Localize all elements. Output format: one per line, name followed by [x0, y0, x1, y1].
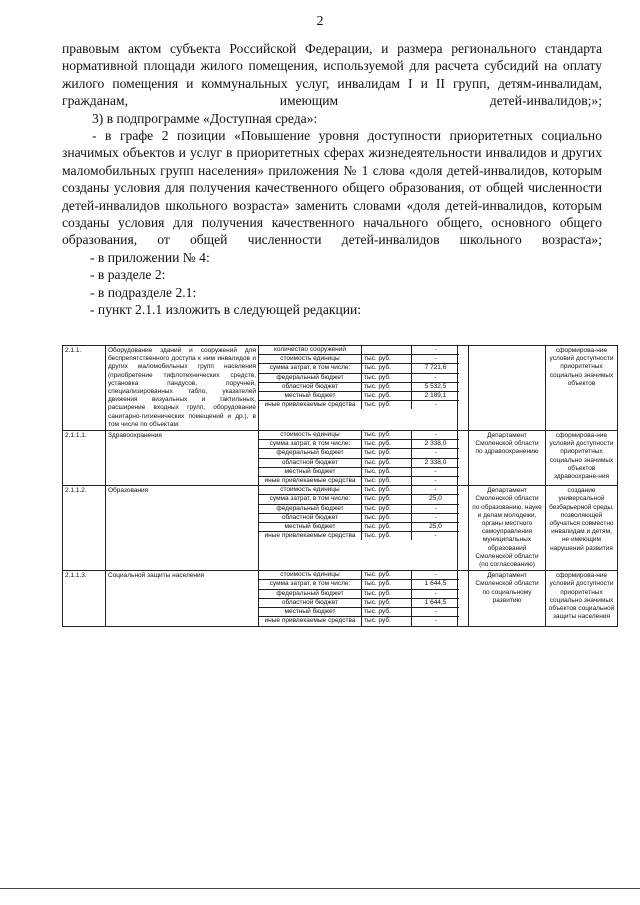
indicator-value: -	[412, 617, 460, 626]
indicator-label: федеральный бюджет	[276, 373, 344, 381]
indicator-row	[259, 571, 459, 580]
indicator-value: -	[412, 467, 460, 476]
row-number: 2.1.1.	[63, 346, 106, 431]
paragraph-6: - в подразделе 2.1:	[90, 284, 197, 300]
table-row	[63, 346, 618, 431]
indicator-unit: тыс. руб.	[362, 486, 412, 495]
indicator-row	[259, 608, 459, 617]
indicator-row	[259, 513, 459, 522]
indicator-value: -	[412, 346, 460, 355]
indicator-label: местный бюджет	[284, 392, 336, 400]
indicator-row	[259, 364, 459, 373]
indicator-row	[259, 355, 459, 364]
indicator-unit: тыс. руб.	[362, 504, 412, 513]
indicator-row	[259, 495, 459, 504]
indicator-row	[259, 431, 459, 440]
indicator-label: местный бюджет	[284, 608, 336, 616]
indicator-row	[259, 467, 459, 476]
indicator-value: 25,0	[412, 523, 460, 532]
executor	[469, 346, 546, 431]
indicator-row	[259, 486, 459, 495]
executor: Департамент Смоленской области по образованию, науке и делам молодежи, органы местного самоуправления муниципальных образований Смоленской области (по согласованию)	[469, 486, 546, 571]
indicator-row	[259, 580, 459, 589]
indicator-label: стоимость единицы	[280, 571, 340, 579]
empty-cell	[458, 431, 469, 486]
paragraph-2: 3) в подпрограмме «Доступная среда»:	[92, 110, 318, 126]
indicator-row	[259, 373, 459, 382]
indicator-row	[259, 401, 459, 410]
indicators-cell	[259, 486, 458, 571]
indicators-cell	[259, 346, 458, 431]
indicator-row	[259, 523, 459, 532]
paragraph-1: правовым актом субъекта Российской Федерации, и размера регионального стандарта нормативной площади жилого помещения, используемой для расчета субсидий на оплату жилого помещения и коммунальных услуг, инвалидам I и II групп, детям-инвалидам, гражданам, имеющим детей-инвалидов;»;	[62, 41, 602, 109]
indicator-row	[259, 477, 459, 486]
executor: Департамент Смоленской области по здравоохранению	[469, 431, 546, 486]
table-row	[63, 571, 618, 626]
indicator-label: областной бюджет	[281, 458, 339, 466]
indicator-row	[259, 346, 459, 355]
indicator-label: сумма затрат, в том числе:	[269, 495, 351, 503]
indicator-row	[259, 617, 459, 626]
indicator-value: -	[412, 504, 460, 513]
expected-result: сформирова-ние условий доступности приоритетных социально значимых объектов социальной защиты населения	[546, 571, 618, 626]
indicator-unit: тыс. руб.	[362, 401, 412, 410]
indicator-unit: тыс. руб.	[362, 532, 412, 541]
indicators-table	[259, 571, 459, 625]
indicator-value: -	[412, 355, 460, 364]
measure-name: Образования	[106, 486, 259, 571]
paragraph-3: - в графе 2 позиции «Повышение уровня доступности приоритетных социально значимых объектов и услуг в приоритетных сферах жизнедеятельности инвалидов и других маломобильных групп населения» приложения № 1 слова «доля детей-инвалидов, которым созданы условия для получения качественного общего образования, от общей численности детей-инвалидов школьного возраста» заменить словами «доля детей-инвалидов, которым созданы условия для получения качественного начального общего, основного общего образования, от общей численности детей-инвалидов школьного возраста»;	[62, 128, 602, 248]
indicator-unit: тыс. руб.	[362, 373, 412, 382]
paragraph-4: - в приложении № 4:	[90, 249, 210, 265]
indicator-value: -	[412, 589, 460, 598]
indicator-label: стоимость единицы	[280, 486, 340, 494]
row-number: 2.1.1.3.	[63, 571, 106, 626]
measure-name: Оборудование зданий и сооружений для беспрепятственного доступа к ним инвалидов и других маломобильных групп населения (приобретение тифлотехнических средств, установка пандусов, поручней, специализированных табло, указателей движения визуальных и тактильных, расширение входных групп, оборудование санитарно-гигиенических помещений и др.), в том числе по объектам:	[106, 346, 259, 431]
expected-result: сформирова-ние условий доступности приоритетных социально значимых объектов	[546, 346, 618, 431]
indicator-label: местный бюджет	[284, 523, 336, 531]
indicator-value: -	[412, 571, 460, 580]
indicator-label: иные привлекаемые средства	[264, 401, 356, 409]
indicator-label: федеральный бюджет	[276, 504, 344, 512]
indicator-unit: тыс. руб.	[362, 458, 412, 467]
indicator-value: 2 338,0	[412, 440, 460, 449]
indicator-value: -	[412, 431, 460, 440]
indicator-label: федеральный бюджет	[276, 449, 344, 457]
empty-cell	[458, 346, 469, 431]
indicator-label: областной бюджет	[281, 513, 339, 521]
row-number: 2.1.1.2.	[63, 486, 106, 571]
indicator-label: стоимость единицы	[280, 355, 340, 363]
indicator-value: 1 644,5	[412, 580, 460, 589]
indicator-unit: тыс. руб.	[362, 467, 412, 476]
indicator-unit: тыс. руб.	[362, 598, 412, 607]
paragraph-7: - пункт 2.1.1 изложить в следующей редакции:	[90, 302, 362, 318]
indicator-unit: тыс. руб.	[362, 392, 412, 401]
table-row	[63, 486, 618, 571]
indicator-label: федеральный бюджет	[276, 589, 344, 597]
indicator-label: областной бюджет	[281, 382, 339, 390]
indicator-label: количество сооружений	[273, 346, 347, 353]
indicator-unit: тыс. руб.	[362, 589, 412, 598]
indicator-unit: тыс. руб.	[362, 382, 412, 391]
indicator-label: областной бюджет	[281, 598, 339, 606]
indicator-label: местный бюджет	[284, 467, 336, 475]
indicator-value: -	[412, 513, 460, 522]
indicator-unit: тыс. руб.	[362, 355, 412, 364]
paragraph-5: - в разделе 2:	[90, 267, 166, 283]
row-number: 2.1.1.1.	[63, 431, 106, 486]
expected-result: создание универсальной безбарьерной среды, позволяющей обучаться совместно инвалидам и детям, не имеющим нарушений развития	[546, 486, 618, 571]
indicators-table	[259, 346, 459, 409]
indicator-unit: тыс. руб.	[362, 571, 412, 580]
empty-cell	[458, 571, 469, 626]
indicator-unit: тыс. руб.	[362, 513, 412, 522]
indicator-unit	[362, 346, 412, 355]
indicator-value: 2 189,1	[412, 392, 460, 401]
table-row	[63, 431, 618, 486]
page-number: 2	[316, 14, 324, 29]
indicators-table	[259, 486, 459, 540]
indicator-unit: тыс. руб.	[362, 431, 412, 440]
indicator-row	[259, 449, 459, 458]
indicator-unit: тыс. руб.	[362, 608, 412, 617]
expected-result: сформирова-ние условий доступности приоритетных социально значимых объектов здравоохране-ния	[546, 431, 618, 486]
indicator-unit: тыс. руб.	[362, 440, 412, 449]
indicator-value: -	[412, 449, 460, 458]
indicator-value: 5 532,5	[412, 382, 460, 391]
page-bottom-divider	[0, 888, 640, 889]
indicator-value: -	[412, 477, 460, 486]
indicator-label: сумма затрат, в том числе:	[269, 580, 351, 588]
indicator-unit: тыс. руб.	[362, 523, 412, 532]
indicator-value: -	[412, 486, 460, 495]
indicator-unit: тыс. руб.	[362, 449, 412, 458]
body-text	[62, 40, 602, 319]
indicator-value: -	[412, 401, 460, 410]
indicator-label: иные привлекаемые средства	[264, 532, 356, 540]
indicator-value: 2 338,0	[412, 458, 460, 467]
indicator-value: 1 644,5	[412, 598, 460, 607]
executor: Департамент Смоленской области по социальному развитию	[469, 571, 546, 626]
indicator-label: иные привлекаемые средства	[264, 617, 356, 625]
indicator-row	[259, 504, 459, 513]
indicator-row	[259, 392, 459, 401]
indicator-value: 25,0	[412, 495, 460, 504]
indicator-row	[259, 382, 459, 391]
indicator-value: 7 721,6	[412, 364, 460, 373]
indicator-value: -	[412, 373, 460, 382]
indicator-unit: тыс. руб.	[362, 364, 412, 373]
indicator-unit: тыс. руб.	[362, 495, 412, 504]
indicator-unit: тыс. руб.	[362, 477, 412, 486]
indicators-table	[259, 431, 459, 485]
indicator-label: сумма затрат, в том числе:	[269, 440, 351, 448]
indicator-unit: тыс. руб.	[362, 580, 412, 589]
indicator-label: сумма затрат, в том числе:	[269, 364, 351, 372]
indicator-row	[259, 532, 459, 541]
measure-name: Здравоохранения	[106, 431, 259, 486]
indicator-row	[259, 598, 459, 607]
measures-table	[62, 345, 618, 627]
indicator-row	[259, 589, 459, 598]
indicator-row	[259, 458, 459, 467]
indicator-value: -	[412, 532, 460, 541]
indicator-value: -	[412, 608, 460, 617]
indicator-label: стоимость единицы	[280, 431, 340, 439]
indicators-cell	[259, 571, 458, 626]
indicator-unit: тыс. руб.	[362, 617, 412, 626]
measure-name: Социальной защиты населения	[106, 571, 259, 626]
indicators-cell	[259, 431, 458, 486]
indicator-label: иные привлекаемые средства	[264, 477, 356, 485]
indicator-row	[259, 440, 459, 449]
empty-cell	[458, 486, 469, 571]
